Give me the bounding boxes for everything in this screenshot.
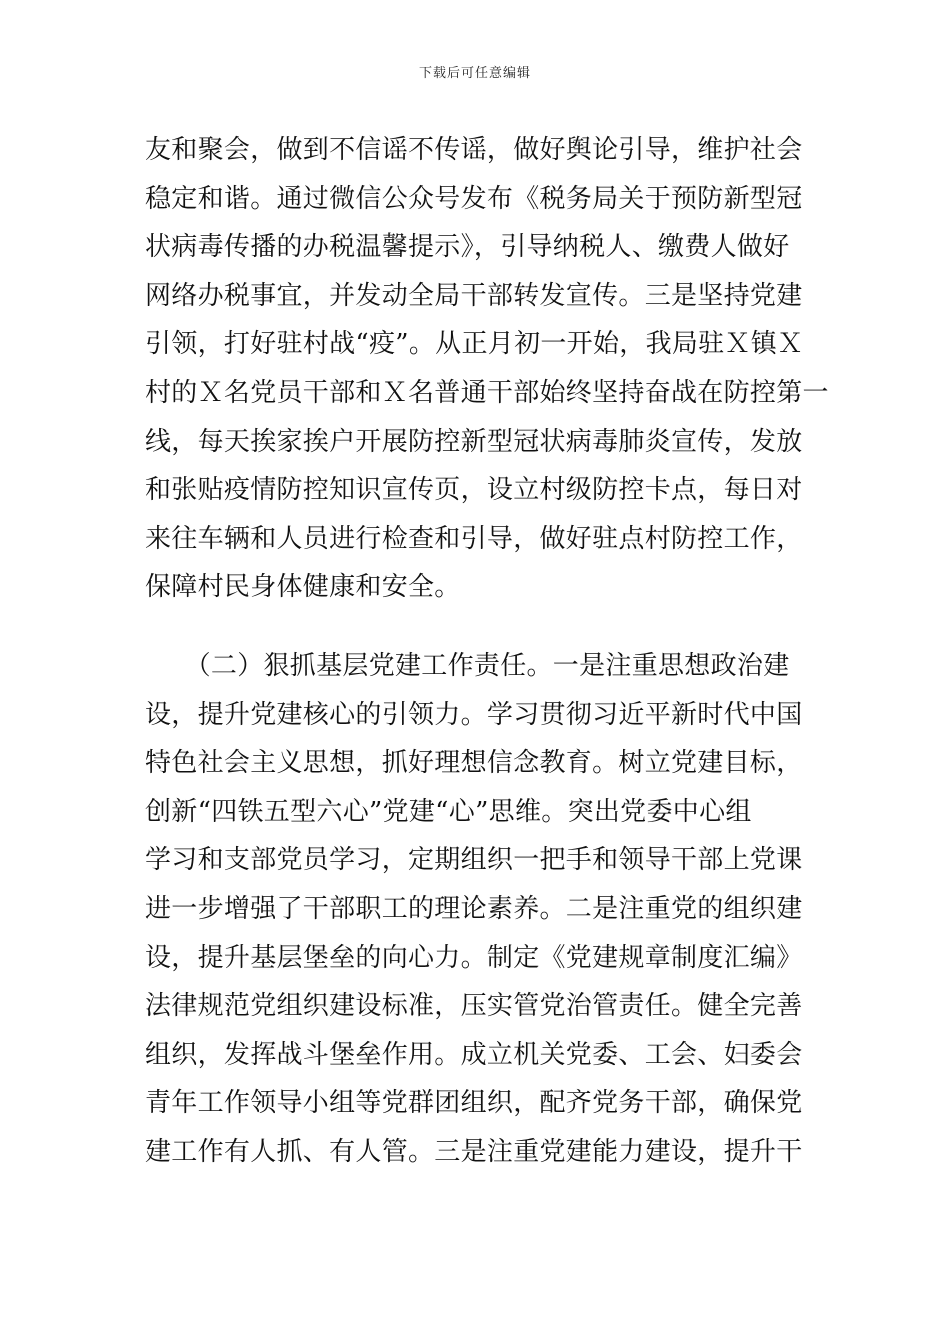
text-line: 组织，发挥战斗堡垒作用。成立机关党委、工会、妇委会	[145, 1039, 803, 1070]
text-line: 设，提升基层堡垒的向心力。制定《党建规章制度汇编》	[145, 942, 803, 973]
text-line: 建工作有人抓、有人管。三是注重党建能力建设，提升干	[145, 1136, 803, 1167]
text-line: 特色社会主义思想，抓好理想信念教育。树立党建目标，	[145, 748, 803, 779]
paragraph-1	[145, 126, 829, 612]
header-note: 下载后可任意编辑	[418, 66, 531, 81]
text-line: 创新“四铁五型六心”党建“心”思维。突出党委中心组	[145, 796, 752, 827]
body-text	[145, 126, 829, 1176]
text-line: 引领，打好驻村战“疫”。从正月初一开始，我局驻Ｘ镇Ｘ	[145, 329, 804, 360]
text-line: 稳定和谐。通过微信公众号发布《税务局关于预防新型冠	[145, 183, 803, 214]
text-line: 学习和支部党员学习，定期组织一把手和领导干部上党课	[145, 845, 803, 876]
text-line: 法律规范党组织建设标准，压实管党治管责任。健全完善	[145, 991, 803, 1022]
text-line: 保障村民身体健康和安全。	[145, 572, 461, 603]
text-line: 青年工作领导小组等党群团组织，配齐党务干部，确保党	[145, 1088, 803, 1119]
text-line: 网络办税事宜，并发动全局干部转发宣传。三是坚持党建	[145, 280, 803, 311]
paragraph-2	[145, 642, 810, 1177]
text-line: 线，每天挨家挨户开展防控新型冠状病毒肺炎宣传，发放	[145, 426, 803, 457]
text-line: 来往车辆和人员进行检查和引导，做好驻点村防控工作，	[145, 523, 803, 554]
text-line: 状病毒传播的办税温馨提示》，引导纳税人、缴费人做好	[145, 232, 790, 263]
text-line: 村的Ｘ名党员干部和Ｘ名普通干部始终坚持奋战在防控第一	[145, 377, 829, 408]
paragraph-gap	[145, 612, 810, 642]
text-line: 和张贴疫情防控知识宣传页，设立村级防控卡点，每日对	[145, 475, 803, 506]
text-line: 设，提升党建核心的引领力。学习贯彻习近平新时代中国	[145, 699, 803, 730]
text-line: （二）狠抓基层党建工作责任。一是注重思想政治建	[145, 650, 790, 681]
text-line: 友和聚会，做到不信谣不传谣，做好舆论引导，维护社会	[145, 135, 803, 165]
text-line: 进一步增强了干部职工的理论素养。二是注重党的组织建	[145, 893, 803, 924]
